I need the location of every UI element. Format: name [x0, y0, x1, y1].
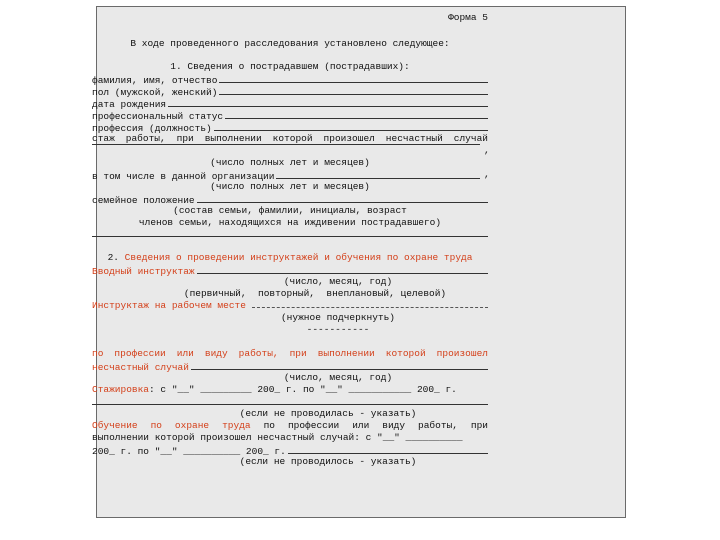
section2-number: 2.: [107, 252, 119, 263]
profession-label: профессия (должность): [92, 123, 212, 134]
training-line-2: выполнении которой произошел несчастный случай: с "__" __________: [92, 432, 463, 443]
org-experience-label: в том числе в данной организации: [92, 171, 275, 182]
training-dates: 200_ г. по "__" __________ 200_ г.: [92, 446, 286, 457]
experience-underline: [92, 144, 480, 145]
experience-text: стаж работы, при выполнении которой произошел несчастный случай: [92, 133, 488, 144]
internship-label: Стажировка: [92, 384, 150, 395]
training-rest: по профессии или виду работы, при: [263, 420, 488, 431]
internship-underline: [92, 404, 488, 405]
profession-line-1: по профессии или виду работы, при выполнении которой произошел: [92, 348, 488, 359]
section2-title: [92, 252, 488, 264]
training-line-1: [92, 420, 488, 432]
status-label: профессиональный статус: [92, 111, 224, 122]
accident-label: несчастный случай: [92, 362, 189, 373]
birth-label: дата рождения: [92, 99, 167, 110]
form-label: Форма 5: [448, 12, 488, 23]
status-underline: [225, 109, 488, 119]
workplace-briefing-label: Инструктаж на рабочем месте: [92, 300, 246, 311]
sex-label: пол (мужской, женский): [92, 87, 218, 98]
birth-underline: [168, 97, 488, 107]
family-underline-2: [92, 236, 488, 237]
accident-underline: [191, 360, 488, 370]
intro-briefing-underline: [197, 264, 488, 274]
intro-briefing-label: Вводный инструктаж: [92, 266, 195, 277]
fio-underline: [219, 73, 488, 83]
comma: ,: [484, 145, 490, 156]
sex-underline: [219, 85, 488, 95]
workplace-briefing-dashes: [252, 301, 488, 308]
training-label: Обучение по охране труда: [92, 420, 251, 431]
internship-dates: : с "__" _________ 200_ г. по "__" ___________ 200_ г.: [149, 384, 457, 395]
intro-text: В ходе проведенного расследования установлено следующее:: [130, 38, 450, 49]
workplace-briefing-field: [92, 300, 488, 312]
date-hint-2: (число, месяц, год): [283, 372, 393, 383]
section1-title: 1. Сведения о пострадавшем (пострадавших):: [170, 61, 410, 72]
date-hint: (число, месяц, год): [283, 276, 393, 287]
fio-label: фамилия, имя, отчество: [92, 75, 218, 86]
family-hint-2: членов семьи, находящихся на иждивении пострадавшего): [138, 217, 442, 228]
org-experience-hint: (число полных лет и месяцев): [210, 181, 370, 192]
not-held-hint: (если не проводилась - указать): [239, 408, 417, 419]
training-underline: [288, 444, 488, 454]
family-label: семейное положение: [92, 195, 195, 206]
not-held-hint-2: (если не проводилось - указать): [239, 456, 417, 467]
family-hint-1: (состав семьи, фамилии, инициалы, возраст: [173, 205, 407, 216]
experience-hint: (число полных лет и месяцев): [210, 157, 370, 168]
org-experience-underline: [276, 169, 480, 179]
profession-underline: [214, 121, 488, 131]
briefing-types: (первичный, повторный, внеплановый, целевой): [183, 288, 447, 299]
section2-heading: Сведения о проведении инструктажей и обучения по охране труда: [124, 252, 473, 263]
internship-line: [92, 384, 488, 396]
comma-2: ,: [484, 169, 490, 180]
dashes-line: -----------: [306, 324, 370, 335]
underline-hint: (нужное подчеркнуть): [280, 312, 396, 323]
family-underline: [197, 193, 488, 203]
